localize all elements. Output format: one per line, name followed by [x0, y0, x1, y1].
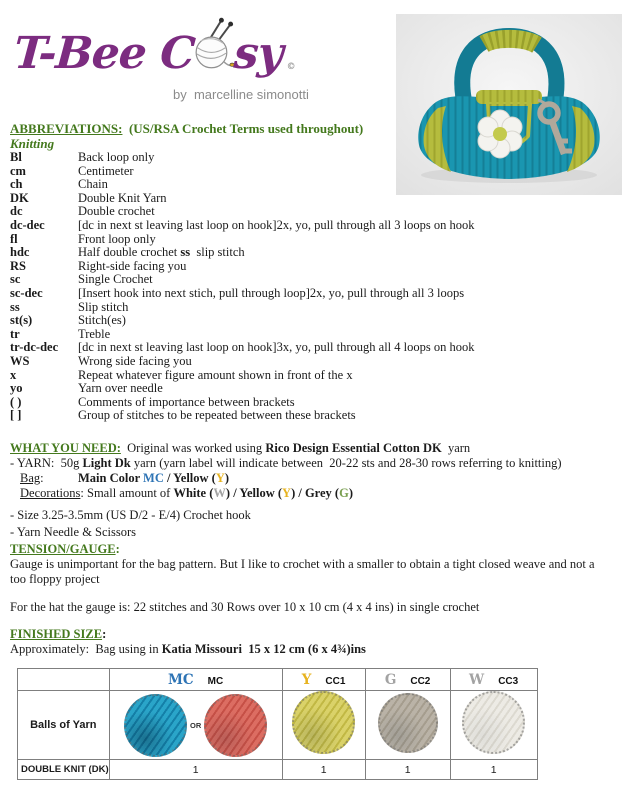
cc1-code: CC1: [325, 675, 346, 687]
abbr-term: WS: [10, 353, 30, 368]
text-line: - Yarn Needle & Scissors: [10, 525, 137, 539]
dk-qty-cc1: 1: [282, 760, 365, 780]
abbr-definition: Treble: [78, 326, 111, 341]
yarn-ball-grey: [378, 693, 438, 753]
abbr-definition: Repeat whatever figure amount shown in front of the x: [78, 367, 353, 382]
text-line: - YARN: 50g Light Dk yarn (yarn label will indicate between 20-22 sts and 28-30 rows referring to knitting): [10, 456, 562, 470]
abbr-definition: Half double crochet ss slip stitch: [78, 245, 245, 260]
abbr-term: tr: [10, 326, 20, 341]
abbreviation-row: [10, 328, 615, 342]
abbr-definition: [Insert hook into next stich, pull through loop]2x, yo, pull through all 3 loops: [78, 285, 465, 300]
y-letter: Y: [301, 671, 312, 688]
cc3-code: CC3: [498, 675, 519, 687]
text-line: WHAT YOU NEED: Original was worked using Rico Design Essential Cotton DK yarn: [10, 441, 471, 455]
abbreviation-row: [10, 192, 615, 206]
double-knit-row: [18, 760, 538, 780]
abbr-term: [ ]: [10, 408, 22, 423]
abbr-definition: Yarn over needle: [78, 381, 163, 396]
section-abbreviations: [10, 121, 615, 423]
dk-qty-cc3: 1: [450, 760, 537, 780]
abbr-definition: Group of stitches to be repeated between these brackets: [78, 408, 356, 423]
copyright-mark: ©: [286, 62, 296, 72]
abbr-term: DK: [10, 190, 29, 205]
dk-qty-cc2: 1: [365, 760, 450, 780]
g-letter: G: [384, 671, 397, 688]
abbreviation-row: [10, 396, 615, 410]
text-line: Gauge is unimportant for the bag pattern. But I like to crochet with a smaller to obtain a tight closed weave and not a too floppy project: [10, 557, 598, 586]
logo-text-right: sy: [232, 28, 285, 79]
mc-letter: MC: [167, 671, 194, 688]
section-tension-gauge: [10, 542, 598, 615]
mc-balls-cell: [109, 691, 282, 760]
yarn-ball-needles-icon: [190, 16, 236, 80]
or-label: OR: [189, 720, 202, 730]
abbr-term: st(s): [10, 313, 33, 328]
abbr-term: tr-dc-dec: [10, 340, 59, 355]
dk-row-label: DOUBLE KNIT (DK): [18, 760, 110, 780]
abbr-definition: Double Knit Yarn: [78, 190, 167, 205]
abbreviation-row: [10, 273, 615, 287]
abbr-term: dc: [10, 204, 23, 219]
abbreviation-row: [10, 301, 615, 315]
abbr-term: ss: [10, 299, 20, 314]
abbreviation-row: [10, 260, 615, 274]
abbreviation-row: [10, 287, 615, 301]
abbr-definition: [dc in next st leaving last loop on hook]3x, yo, pull through all 4 loops on hook: [78, 340, 475, 355]
cc3-ball-cell: [450, 691, 537, 760]
cc2-ball-cell: [365, 691, 450, 760]
text-line: ABBREVIATIONS: (US/RSA Crochet Terms used throughout): [10, 121, 364, 136]
abbr-definition: Back loop only: [78, 150, 155, 164]
abbr-term: ( ): [10, 394, 22, 409]
yarn-ball-yellow: [292, 691, 355, 754]
abbr-term: sc-dec: [10, 285, 43, 300]
text-line: Decorations: Small amount of White (W) / Yellow (Y) / Grey (G): [20, 486, 353, 500]
abbr-term: hdc: [10, 245, 30, 260]
logo-text-left: T-Bee C: [12, 28, 197, 79]
cc2-code: CC2: [410, 675, 431, 687]
abbr-definition: Chain: [78, 177, 108, 192]
mc-code: MC: [207, 675, 224, 687]
abbreviation-row: [10, 355, 615, 369]
yarn-ball-teal: [124, 694, 187, 757]
table-header-cc2: [365, 669, 450, 691]
section-what-you-need: [10, 441, 615, 540]
abbr-definition: Centimeter: [78, 163, 134, 178]
abbr-definition: Front loop only: [78, 231, 156, 246]
text-line: For the hat the gauge is: 22 stitches and 30 Rows over 10 x 10 cm (4 x 4 ins) in single crochet: [10, 600, 480, 614]
text-line: TENSION/GAUGE:: [10, 542, 120, 556]
table-header-row: [18, 669, 538, 691]
abbreviation-row: [10, 341, 615, 355]
abbr-term: cm: [10, 163, 26, 178]
abbreviation-row: [10, 382, 615, 396]
abbreviation-row: [10, 246, 615, 260]
yarn-table: [17, 668, 538, 780]
table-header-cc3: [450, 669, 537, 691]
table-corner-cell: [18, 669, 110, 691]
abbreviation-row: [10, 233, 615, 247]
abbr-term: sc: [10, 272, 21, 287]
abbr-term: yo: [10, 381, 23, 396]
abbreviations-list: [10, 151, 615, 423]
text-line: Bag: Main Color MC / Yellow (Y): [20, 471, 230, 485]
abbreviation-row: [10, 314, 615, 328]
text-line: - Size 3.25-3.5mm (US D/2 - E/4) Crochet hook: [10, 508, 251, 522]
abbr-definition: Comments of importance between brackets: [78, 394, 295, 409]
balls-row-label: Balls of Yarn: [18, 691, 110, 760]
abbr-definition: Right-side facing you: [78, 258, 187, 273]
abbreviation-row: [10, 151, 615, 165]
abbr-term: dc-dec: [10, 217, 45, 232]
logo: [12, 16, 296, 79]
abbr-term: Bl: [10, 150, 22, 164]
abbr-definition: Double crochet: [78, 204, 155, 219]
yarn-balls-row: [18, 691, 538, 760]
abbreviation-row: [10, 165, 615, 179]
abbr-definition: Wrong side facing you: [78, 353, 192, 368]
abbr-term: ch: [10, 177, 23, 192]
yarn-ball-red: [204, 694, 267, 757]
abbr-term: fl: [10, 231, 18, 246]
abbr-definition: [dc in next st leaving last loop on hook]2x, yo, pull through all 3 loops on hook: [78, 217, 475, 232]
abbr-term: x: [10, 367, 17, 382]
abbreviation-row: [10, 219, 615, 233]
abbr-definition: Slip stitch: [78, 299, 129, 314]
w-letter: W: [469, 671, 485, 688]
abbr-definition: Stitch(es): [78, 313, 126, 328]
text-line: Knitting: [10, 136, 55, 151]
abbreviation-row: [10, 178, 615, 192]
byline: by marcelline simonotti: [173, 87, 309, 102]
cc1-ball-cell: [282, 691, 365, 760]
section-finished-size: [10, 627, 615, 657]
abbreviation-row: [10, 205, 615, 219]
abbr-term: RS: [10, 258, 26, 273]
table-header-cc1: [282, 669, 365, 691]
table-header-mc: [109, 669, 282, 691]
abbreviation-row: [10, 409, 615, 423]
abbreviation-row: [10, 369, 615, 383]
text-line: Approximately: Bag using in Katia Missouri 15 x 12 cm (6 x 4¾)ins: [10, 642, 366, 656]
dk-qty-mc: 1: [109, 760, 282, 780]
text-line: FINISHED SIZE:: [10, 627, 107, 641]
abbr-definition: Single Crochet: [78, 272, 153, 287]
abbreviations-heading: [10, 121, 615, 151]
yarn-ball-white: [462, 691, 525, 754]
